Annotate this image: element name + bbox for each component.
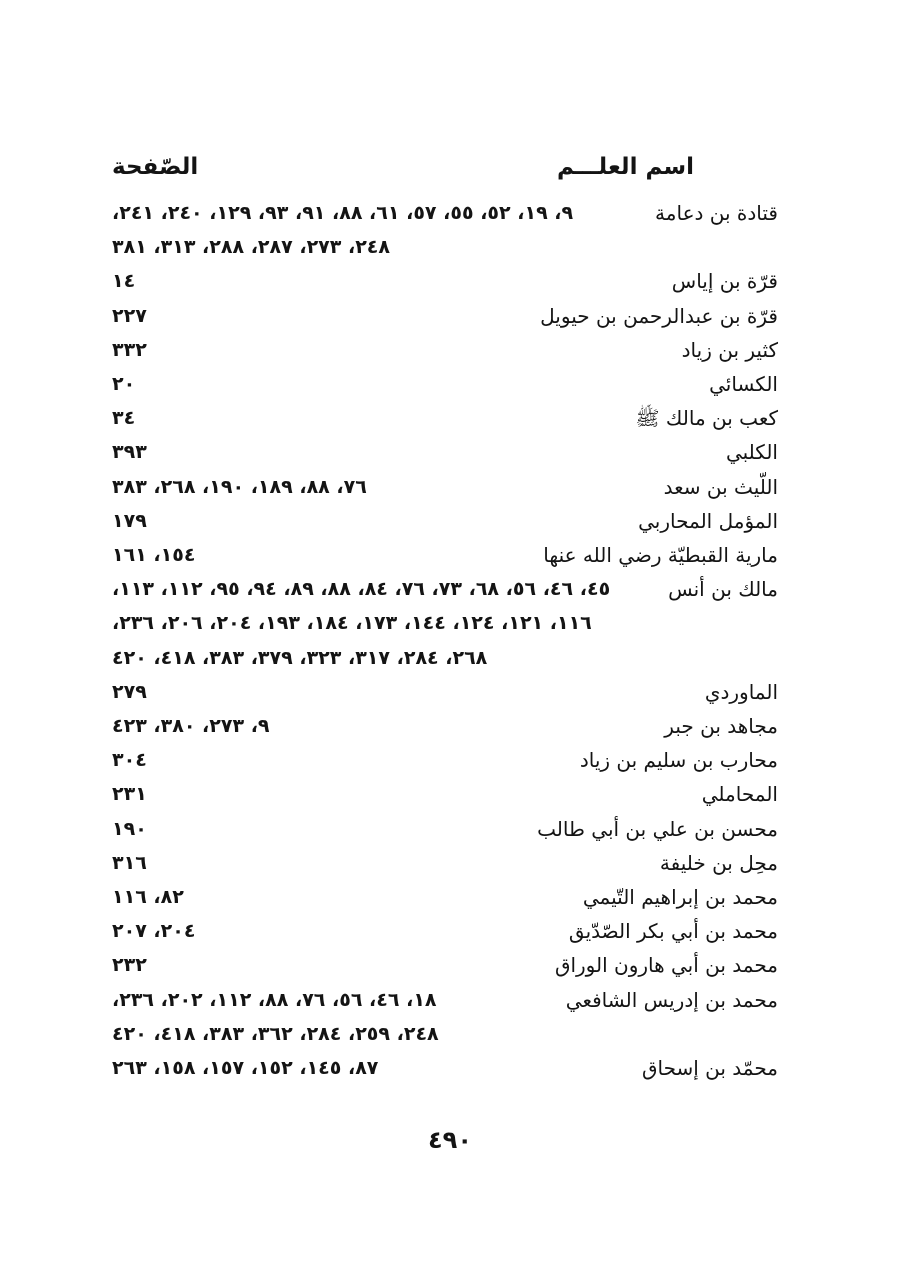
entry-pages: ٤٥، ٤٦، ٥٦، ٦٨، ٧٣، ٧٦، ٨٤، ٨٨، ٨٩، ٩٤، ٩٥، ١١٢، ١١٣، xyxy=(112,578,611,600)
entry-name: الماوردي xyxy=(704,680,778,704)
entry-pages: ٢٤٨، ٢٧٣، ٢٨٧، ٢٨٨، ٣١٣، ٣٨١ xyxy=(112,236,390,258)
entry-pages: ٩، ١٩، ٥٢، ٥٥، ٥٧، ٦١، ٨٨، ٩١، ٩٣، ١٢٩، ٢٤٠، ٢٤١، xyxy=(112,202,574,224)
entry-name: مجاهد بن جبر xyxy=(664,714,778,738)
entry-pages: ٧٦، ٨٨، ١٨٩، ١٩٠، ٢٦٨، ٣٨٣ xyxy=(112,476,367,498)
entry-name: محمّد بن إسحاق xyxy=(641,1056,778,1080)
entry-pages: ١١٦، ١٢١، ١٢٤، ١٤٤، ١٧٣، ١٨٤، ١٩٣، ٢٠٤، ٢٠٦، ٢٣٦، xyxy=(112,612,592,634)
index-entry xyxy=(112,266,778,296)
index-entry xyxy=(112,916,778,946)
entry-name: المحاملي xyxy=(701,782,778,806)
header-page-label: الصّفحة xyxy=(112,154,199,180)
entry-pages: ٢٣١ xyxy=(112,783,147,805)
index-entry xyxy=(112,608,778,638)
entry-name: الكلبي xyxy=(725,440,778,464)
entry-name: محسن بن علي بن أبي طالب xyxy=(537,817,778,841)
index-entry xyxy=(112,574,778,604)
entry-name: كعب بن مالك ﷺ xyxy=(635,406,778,430)
entry-name: قرّة بن عبدالرحمن بن حيويل xyxy=(540,304,778,328)
entry-pages: ٢٢٧ xyxy=(112,305,147,327)
index-entry xyxy=(112,1053,778,1083)
entry-name: محمد بن إدريس الشافعي xyxy=(565,988,778,1012)
entry-pages: ٣٣٢ xyxy=(112,339,147,361)
entry-name: محِل بن خليفة xyxy=(659,851,778,875)
index-entry xyxy=(112,403,778,433)
entry-name: كثير بن زياد xyxy=(681,338,778,362)
index-entry xyxy=(112,540,778,570)
entry-name: محمد بن أبي بكر الصّدّيق xyxy=(568,919,778,943)
index-entry xyxy=(112,232,778,262)
index-entry xyxy=(112,301,778,331)
entry-name: مارية القبطيّة رضي الله عنها xyxy=(543,543,778,567)
index-entry xyxy=(112,677,778,707)
page-number: ٤٩٠ xyxy=(428,1126,472,1154)
index-entry xyxy=(112,437,778,467)
index-entry xyxy=(112,985,778,1015)
entry-pages: ١٩٠ xyxy=(112,818,147,840)
entry-name: قتادة بن دعامة xyxy=(655,201,778,225)
entry-name: الكسائي xyxy=(709,372,778,396)
entry-pages: ٢٤٨، ٢٥٩، ٢٨٤، ٣٦٢، ٣٨٣، ٤١٨، ٤٢٠ xyxy=(112,1023,439,1045)
entry-pages: ٣٠٤ xyxy=(112,749,147,771)
entry-pages: ٢٠٤، ٢٠٧ xyxy=(112,920,196,942)
entry-name: اللّيث بن سعد xyxy=(663,475,778,499)
entry-pages: ٢٦٨، ٢٨٤، ٣١٧، ٣٢٣، ٣٧٩، ٣٨٣، ٤١٨، ٤٢٠ xyxy=(112,647,488,669)
index-entry xyxy=(112,369,778,399)
index-entry xyxy=(112,882,778,912)
entry-pages: ٣٩٣ xyxy=(112,441,147,463)
index-entry xyxy=(112,335,778,365)
entry-pages: ٣١٦ xyxy=(112,852,147,874)
index-entry xyxy=(112,198,778,228)
index-entry xyxy=(112,472,778,502)
header-name-label: اسم العلـــم xyxy=(556,154,694,180)
index-entry xyxy=(112,779,778,809)
entry-pages: ٢٣٢ xyxy=(112,954,147,976)
index-entry xyxy=(112,1019,778,1049)
entry-pages: ٨٢، ١١٦ xyxy=(112,886,184,908)
entry-pages: ١٧٩ xyxy=(112,510,147,532)
entry-pages: ١٥٤، ١٦١ xyxy=(112,544,196,566)
index-entry xyxy=(112,950,778,980)
index-entry xyxy=(112,814,778,844)
entry-pages: ٢٧٩ xyxy=(112,681,147,703)
entry-name: مالك بن أنس xyxy=(668,577,778,601)
index-entry xyxy=(112,643,778,673)
entry-name: المؤمل المحاربي xyxy=(638,509,778,533)
entry-pages: ٨٧، ١٤٥، ١٥٢، ١٥٧، ١٥٨، ٢٦٣ xyxy=(112,1057,379,1079)
index-entry xyxy=(112,848,778,878)
entry-pages: ٣٤ xyxy=(112,407,136,429)
entry-pages: ٢٠ xyxy=(112,373,136,395)
entry-name: محمد بن إبراهيم التّيمي xyxy=(582,885,778,909)
index-entry xyxy=(112,745,778,775)
entry-pages: ١٤ xyxy=(112,270,136,292)
entry-name: محمد بن أبي هارون الوراق xyxy=(554,953,778,977)
index-entry xyxy=(112,711,778,741)
index-entry xyxy=(112,506,778,536)
entry-name: قرّة بن إياس xyxy=(671,269,778,293)
entry-pages: ٩، ٢٧٣، ٣٨٠، ٤٢٣ xyxy=(112,715,270,737)
index-header xyxy=(112,154,694,190)
entry-name: محارب بن سليم بن زياد xyxy=(579,748,778,772)
entry-pages: ١٨، ٤٦، ٥٦، ٧٦، ٨٨، ١١٢، ٢٠٢، ٢٣٦، xyxy=(112,989,437,1011)
